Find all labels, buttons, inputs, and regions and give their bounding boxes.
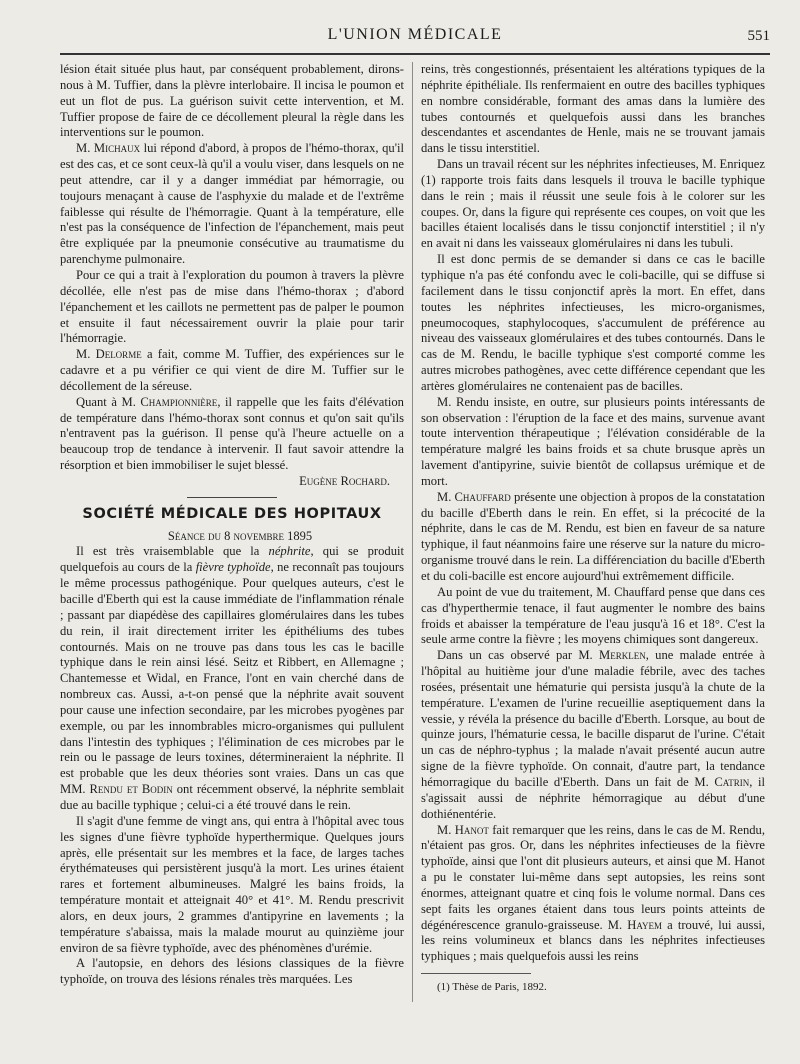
paragraph-text: fait remarquer que les reins, dans le cas de M. Rendu, n'étaient pas gros. Or, dans les néphrites infectieuses de la fièvre typhoïde, ainsi que l'ont dit plusieurs auteurs, et ainsi que M. Hanot a pu le constater lui-même dans sept autopsies, les reins sont énormes, atteignant quatre et cinq fois le volume normal. Dans ces sept faits les organes étaient dans tous leurs points atteints de dégénérescence granulo-graisseuse. M. [421, 822, 765, 932]
speaker-name: M. Merklen [578, 648, 646, 663]
paragraph-text: a trouvé, lui aussi, les reins volumineux et blancs dans les néphrites infectieuses typhiques ; mais quelquefois aussi les reins [421, 917, 765, 964]
footnote-rule [421, 973, 531, 974]
left-column [60, 62, 404, 988]
italic-term: fièvre typhoïde [195, 560, 271, 575]
paragraph-text: a fait, comme M. Tuffier, des expériences sur le cadavre et a pu vérifier ce qui vient de dire M. Tuffier sur le décollement de la séreuse. [60, 347, 404, 393]
header-rule [60, 53, 770, 55]
paragraph [60, 394, 404, 488]
paragraph: Il s'agit d'une femme de vingt ans, qui entra à l'hôpital avec tous les signes d'une fièvre typhoïde hyperthermique. Quelques jours après, elle présentait sur les membres et la face, de larges taches érythémateuses qui persistèrent jusqu'à la mort. Les urines étaient rares et fortement albumineuses. Malgré les bains froids, la température montait et atteignait 40° et 41°. M. Rendu prescrivit alors, en deux jours, 2 grammes d'antipyrine en lavements ; la température s'abaissa, mais la malade mourut au quinzième jour environ de sa fièvre typhoïde, avec des phénomènes d'urémie. [60, 813, 404, 955]
paragraph-text: lui répond d'abord, à propos de l'hémo-thorax, qu'il est des cas, et ce sont ceux-là qu'il a voulu viser, dans lesquels on ne peut attendre, car il y a danger immédiat par hémorragie, ou toujours menaçant à cause de l'asphyxie du malade et de l'extrême faiblesse qui résulte de l'hémorragie. Quant à la température, elle n'est pas la conséquence de l'infection de l'épanchement, mais peut être expliquée par la pneumonie consécutive au traumatisme du parenchyme pulmonaire. [60, 141, 404, 267]
page-header [60, 22, 770, 48]
section-title: SOCIÉTÉ MÉDICALE DES HOPITAUX [82, 505, 382, 522]
paragraph-text: Il est très vraisemblable que la [76, 544, 269, 559]
section-rule [187, 497, 277, 498]
speaker-name: M. Chauffard [437, 489, 511, 504]
paragraph-text: , qui se produit quelquefois au cours de la [60, 544, 404, 575]
paragraph: M. Rendu insiste, en outre, sur plusieurs points intéressants de son observation : l'éruption de la face et des mains, survenue avant toute intervention thérapeutique ; l'élévation considérable de la température malgré les bains froids et sa chute brusque après un lavement d'antipyrine, suivie bientôt de collapsus urémique et de mort. [421, 394, 765, 488]
paragraph: Il est donc permis de se demander si dans ce cas le bacille typhique n'a pas été confondu avec le coli-bacille, qui se diffuse si facilement dans le tissu conjonctif après la mort. En effet, dans toutes les néphrites infectieuses, les micro-organismes, pneumocoques, staphylocoques, s'accumulent de préférence au niveau des vaisseaux glomérulaires et des tubes contournés. Dans le cas de M. Rendu, le bacille typhique s'est comporté comme les autres microbes pathogènes, avec cette différence cependant que les artères glomérulaires ne contenaient pas de bacilles. [421, 252, 765, 393]
paragraph: lésion était située plus haut, par conséquent probablement, dirons-nous à M. Tuffier, dans la plèvre interlobaire. Il incisa le poumon et eut un flot de pus. La guérison suivit cette intervention, et M. Tuffier propose de faire de ce décollement pleural la règle dans les interventions sur le poumon. [60, 62, 404, 140]
speaker-name: M. Delorme [76, 347, 142, 362]
paragraph [421, 648, 765, 822]
session-date: Séance du 8 novembre 1895 [167, 528, 313, 543]
paragraph-text: , une malade entrée à l'hôpital au huitième jour d'une maladie fébrile, avec des taches rosées, présentait une hématurie qui persista jusqu'à la chute de la température. L'examen de l'urine recueillie aseptiquement dans la vessie, y révéla la présence du bacille d'Eberth. Lorsque, au bout de quinze jours, l'hématurie cessa, le bacille disparut de l'urine. C'était un cas de néphro-typhus ; la malade n'avait présenté aucun autre signe de la fièvre typhoïde. On connait, d'autre part, la tendance hémorragique du bacille d'Eberth. Dans un fait de M. [421, 648, 766, 789]
paragraph: Dans un travail récent sur les néphrites infectieuses, M. Enriquez (1) rapporte trois faits dans lesquels il trouva le bacille typhique dans le rein ; mais il réussit une seule fois à le colorer sur les coupes. Or, dans la figure qui représente ces coupes, on voit que les bacilles étaient localisés dans le tissu conjonctif interstitiel ; il n'y en avait ni dans les vaisseaux glomérulaires ni dans les tubuli. [421, 157, 765, 251]
speaker-name: Hayem [627, 917, 663, 932]
paragraph-text: Quant à [76, 394, 122, 409]
author-signature: Eugène Rochard. [299, 473, 390, 488]
paragraph [60, 347, 404, 395]
right-column [421, 62, 765, 996]
speaker-name: Rendu et Bodin [89, 782, 173, 797]
paragraph: Pour ce qui a trait à l'exploration du poumon à travers la plèvre décollée, elle n'est pas de mise dans l'hémo-thorax ; d'abord l'épanchement et les caillots ne permettent pas de palper le poumon et ensuite il faut nécessairement ouvrir la plaie pour tarir l'hémorragie. [60, 267, 404, 346]
running-title: L'UNION MÉDICALE [327, 26, 503, 43]
speaker-name: M. Championnière [121, 394, 218, 409]
column-divider [412, 62, 413, 1002]
page-number: 551 [747, 28, 770, 44]
paragraph: reins, très congestionnés, présentaient les altérations typiques de la néphrite épithéliale. Ils renfermaient en outre des bacilles typhiques en nombre considérable, formant des amas dans la lumière des tubes contournés et quelquefois aussi dans les branches descendantes et ascendantes de Henle, mais ne se trouvant jamais dans le tissu interstitiel. [421, 62, 765, 156]
paragraph-text: , il s'agissait aussi de néphrite hémorragique au début d'une dothiénentérie. [421, 774, 766, 821]
paragraph [421, 490, 765, 585]
paragraph: Au point de vue du traitement, M. Chauffard pense que dans ces cas d'hyperthermie tenace, il faut augmenter le nombre des bains froids et abaisser la température de l'eau jusqu'à 16 et 18°. C'est la seule arme contre la fièvre ; les moyens chimiques sont dangereux. [421, 584, 765, 647]
paragraph-text: , il rappelle que les faits d'élévation de température dans l'hémo-thorax sont connus et qu'on sait qu'ils n'entravent pas la guérison. Il pense qu'à l'heure actuelle on a beaucoup trop de tendance à intervenir. Il faut savoir attendre la résorption et bien immobiliser le sujet blessé. [60, 394, 404, 473]
paragraph [421, 823, 765, 966]
paragraph [60, 141, 404, 268]
paragraph-text: , ne reconnaît pas toujours le même processus pathogénique. Pour quelques auteurs, c'est le bacille d'Eberth qui est la cause immédiate de l'inflammation rénale ; passant par diapédèse des capillaires glomérulaires dans les tubes du rein, il irait directement irriter les épithéliums des tubes contournés. Mais on ne trouve pas dans tous les cas le bacille typhique dans le rein ainsi lésé. Seitz et Ribbert, en Allemagne ; Chantemesse et Widal, en France, l'ont en vain cherché dans de nombreux cas. Aussi, a-t-on pensé que la néphrite avait souvent pour cause une infection secondaire, par les microbes pyogènes par exemple, ou par les innombrables micro-organismes qui pullulent dans l'intestin des typhiques ; l'élimination de ces microbes par le rein ou le passage de leurs toxines, détermineraient la néphrite. Il est probable que les deux théories sont vraies. Dans un cas que MM. [60, 560, 404, 797]
paragraph-text: Dans un cas observé par [437, 648, 579, 663]
paragraph-text: présente une objection à propos de la constatation du bacille d'Eberth dans le rein. En effet, si la précocité de la néphrite, dans le cas de M. Rendu, est bien en faveur de sa nature typhique, il faut néanmoins faire une réserve sur la nature du micro-organisme trouvé dans le rein. La différenciation du bacille d'Eberth et du coli-bacille est encore aujourd'hui extrêmement difficile. [421, 489, 765, 583]
speaker-name: M. Michaux [76, 141, 141, 156]
italic-term: néphrite [268, 544, 311, 559]
paragraph-text: ont récemment observé, la néphrite semblait due au bacille typhique ; celui-ci a été trouvé dans le rein. [60, 782, 404, 812]
footnote: (1) Thèse de Paris, 1892. [437, 981, 547, 994]
paragraph: A l'autopsie, en dehors des lésions classiques de la fièvre typhoïde, on trouva des lésions rénales très marquées. Les [60, 956, 404, 987]
speaker-name: Catrin [714, 774, 750, 789]
paragraph [60, 544, 404, 813]
speaker-name: M. Hanot [437, 822, 489, 837]
